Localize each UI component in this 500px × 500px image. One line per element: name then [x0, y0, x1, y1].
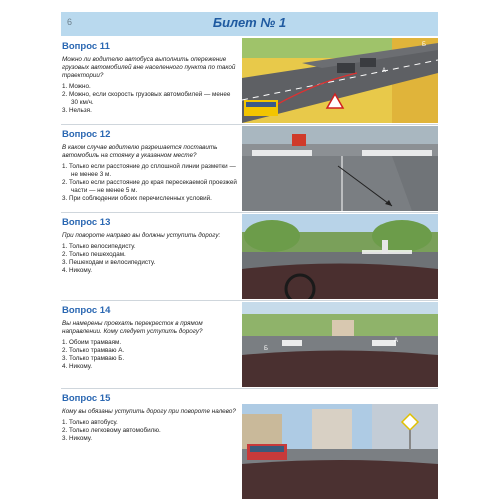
answer-option[interactable]: 3. При соблюдении обоих перечисленных условий. — [62, 195, 212, 202]
answer-option[interactable]: 2. Только трамваю А. — [62, 347, 125, 354]
question-title: Вопрос 15 — [62, 393, 111, 404]
answer-option[interactable]: 1. Можно. — [62, 83, 91, 90]
answer-option[interactable]: 2. Только легковому автомобилю. — [62, 427, 161, 434]
answer-option[interactable]: 1. Только велосипедисту. — [62, 243, 136, 250]
image-label: Б — [422, 42, 426, 48]
question-image-trams — [242, 302, 438, 387]
question-11 — [61, 38, 438, 125]
answer-option[interactable]: 1. Только автобусу. — [62, 419, 118, 426]
answer-option[interactable]: 1. Обоим трамваям. — [62, 339, 122, 346]
image-label: А — [394, 338, 399, 344]
question-image-left-turn — [242, 404, 438, 499]
question-text — [61, 38, 239, 115]
question-image-right-turn — [242, 214, 438, 299]
question-title: Вопрос 13 — [62, 217, 111, 228]
answer-option[interactable]: 4. Никому. — [62, 363, 93, 370]
answer-option[interactable]: 3. Никому. — [62, 435, 93, 442]
question-text — [61, 390, 239, 443]
answer-list — [61, 163, 239, 203]
answer-option[interactable]: 2. Только если расстояние до края пересекаемой проезжей части — не менее 5 м. — [62, 179, 237, 194]
answer-list — [61, 419, 239, 443]
answer-option[interactable]: 1. Только если расстояние до сплошной линии разметки — не менее 3 м. — [62, 163, 236, 178]
question-title: Вопрос 14 — [62, 305, 111, 316]
answer-option[interactable]: 3. Только трамваю Б. — [62, 355, 125, 362]
question-13 — [61, 214, 438, 301]
answer-option[interactable]: 2. Можно, если скорость грузовых автомобилей — менее 30 км/ч. — [62, 91, 231, 106]
question-prompt: Кому вы обязаны уступить дорогу при повороте налево? — [62, 408, 236, 415]
question-title: Вопрос 12 — [62, 129, 111, 140]
answer-list — [61, 243, 239, 275]
image-label: А — [382, 68, 387, 74]
answer-option[interactable]: 4. Никому. — [62, 267, 93, 274]
question-12 — [61, 126, 438, 213]
question-prompt: Можно ли водителю автобуса выполнить опережение грузовых автомобилей вне населенного пункта по такой траектории? — [62, 56, 236, 79]
question-text — [61, 126, 239, 203]
answer-list — [61, 83, 239, 115]
question-text — [61, 302, 239, 371]
question-text — [61, 214, 239, 275]
question-prompt: В каком случае водителю разрешается поставить автомобиль на стоянку в указанном месте? — [62, 144, 218, 159]
answer-option[interactable]: 3. Пешеходам и велосипедисту. — [62, 259, 156, 266]
answer-list — [61, 339, 239, 371]
question-15 — [61, 390, 438, 476]
question-prompt: Вы намерены проехать перекресток в прямом направлении. Кому следует уступить дорогу? — [62, 320, 203, 335]
ticket-page — [61, 12, 438, 494]
ticket-header — [61, 12, 438, 36]
question-image-road-overtaking — [242, 38, 438, 123]
image-label: Б — [264, 346, 268, 352]
question-prompt: При повороте направо вы должны уступить дорогу: — [62, 232, 221, 239]
question-14 — [61, 302, 438, 389]
question-image-parking — [242, 126, 438, 211]
page-number: 6 — [67, 17, 73, 27]
ticket-title: Билет № 1 — [212, 15, 287, 30]
answer-option[interactable]: 3. Нельзя. — [62, 107, 92, 114]
answer-option[interactable]: 2. Только пешеходам. — [62, 251, 126, 258]
question-title: Вопрос 11 — [62, 41, 110, 52]
